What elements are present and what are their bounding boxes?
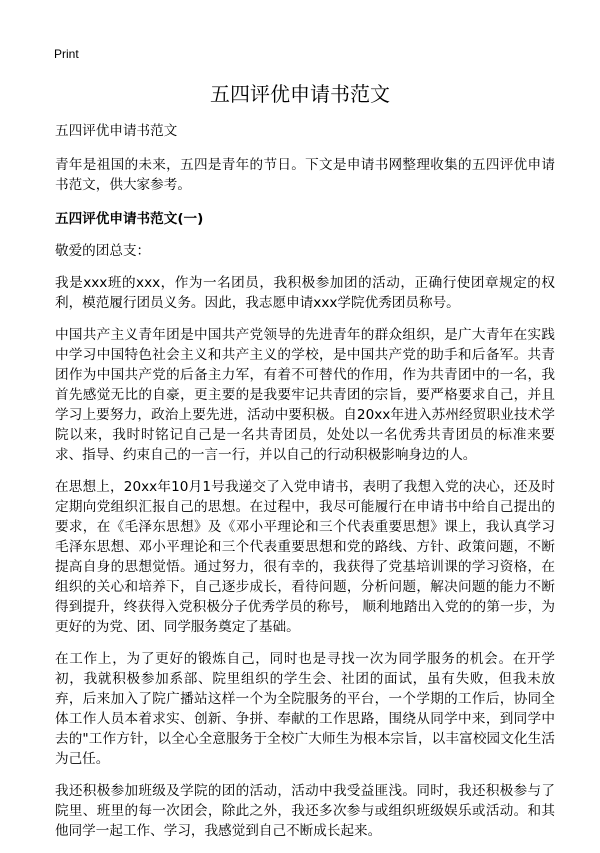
body-paragraph: 在思想上，20xx年10月1号我递交了入党申请书，表明了我想入党的决心，还及时定期向党组织汇报自己的思想。在过程中，我尽可能履行在申请书中给自己提出的要求，在《毛泽东思想》及《邓小平理论和三个代表重要思想》课上，我认真学习毛泽东思想、邓小平理论和三个代表重要思想和党的路线、方针、政策问题，不断提高自身的思想觉悟。通过努力，很有幸的，我获得了党基培训课的学习资格，在组织的关心和培养下，自己逐步成长，看待问题，分析问题，解决问题的能力不断得到提升，终获得入党积极分子优秀学员的称号， 顺利地踏出入党的的第一步，为更好的为党、团、同学服务奠定了基础。 <box>55 479 555 635</box>
intro-paragraph: 青年是祖国的未来，五四是青年的节日。下文是申请书网整理收集的五四评优申请书范文，供大家参考。 <box>55 157 555 193</box>
body-paragraph: 我还积极参加班级及学院的团的活动，活动中我受益匪浅。同时，我还积极参与了院里、班里的每一次团会，除此之外，我还多次参与或组织班级娱乐或活动。和其他同学一起工作、学习，我感觉到自己不断成长起来。 <box>55 783 555 839</box>
section-heading: 五四评优申请书范文(一) <box>55 211 204 227</box>
greeting: 敬爱的团总支： <box>55 243 151 259</box>
print-link[interactable]: Print <box>54 47 79 61</box>
body-paragraph: 中国共产主义青年团是中国共产党领导的先进青年的群众组织，是广大青年在实践中学习中国特色社会主义和共产主义的学校，是中国共产党的助手和后备军。共青团作为中国共产党的后备主力军，有着不可替代的作用，作为共青团中的一名，我首先感觉无比的自豪，更主要的是我要牢记共青团的宗旨，要严格要求自己，并且学习上要努力，政治上要先进，活动中要积极。自20xx年进入苏州经贸职业技术学院以来，我时时铭记自己是一名共青团员，处处以一名优秀共青团员的标准来要求、指导、约束自己的一言一行，并以自己的行动积极影响身边的人。 <box>55 327 555 463</box>
page-title: 五四评优申请书范文 <box>210 82 390 106</box>
body-paragraph: 我是xxx班的xxx，作为一名团员，我积极参加团的活动，正确行使团章规定的权利，模范履行团员义务。因此，我志愿申请xxx学院优秀团员称号。 <box>55 275 555 311</box>
document-subtitle: 五四评优申请书范文 <box>55 123 178 139</box>
document-body <box>55 121 555 853</box>
body-paragraph: 在工作上，为了更好的锻炼自己，同时也是寻找一次为同学服务的机会。在开学初，我就积极参加系部、院里组织的学生会、社团的面试，虽有失败，但我未放弃，后来加入了院广播站这样一个为全院服务的平台，一个学期的工作后，协同全体工作人员本着求实、创新、争拼、奉献的工作思路，围绕从同学中来，到同学中去的"工作方针，以全心全意服务于全校广大师生为根本宗旨，以丰富校园文化生活为己任。 <box>55 651 555 767</box>
